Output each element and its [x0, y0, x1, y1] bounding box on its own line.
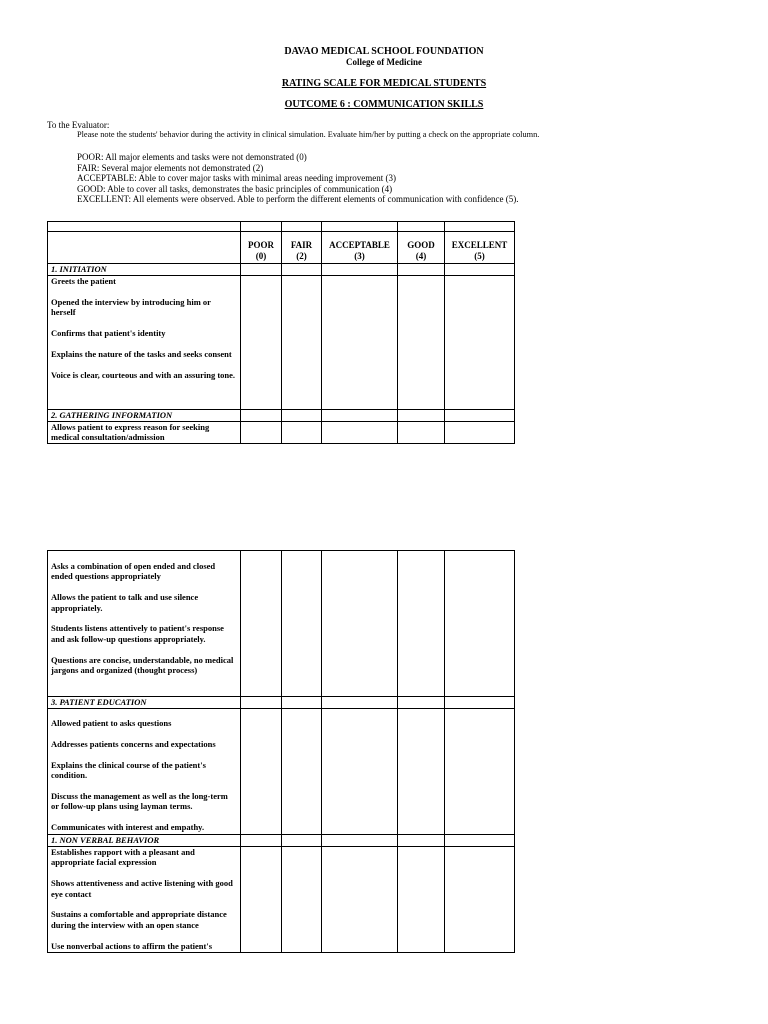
rating-table-page1	[47, 221, 515, 444]
col-name: ACCEPTABLE	[329, 240, 390, 250]
rating-cell[interactable]	[282, 551, 322, 697]
items-row-nonverbal	[48, 847, 515, 953]
criterion-item: Addresses patients concerns and expectations	[51, 738, 216, 749]
criterion-item: Explains the nature of the tasks and seeks consent	[51, 348, 232, 359]
col-header-fair	[282, 232, 322, 264]
section-row-gathering	[48, 410, 515, 422]
rating-cell[interactable]	[398, 835, 445, 847]
rating-cell[interactable]	[398, 264, 445, 276]
criterion-item: Establishes rapport with a pleasant and appropriate facial expression	[51, 847, 195, 868]
col-score: (3)	[354, 251, 365, 261]
rating-cell[interactable]	[241, 697, 282, 709]
rating-cell[interactable]	[322, 551, 398, 697]
criterion-item: Communicates with interest and empathy.	[51, 822, 205, 832]
rating-cell[interactable]	[241, 709, 282, 835]
criteria-list	[48, 551, 241, 697]
rating-level-poor: POOR: All major elements and tasks were not demonstrated (0)	[77, 152, 307, 162]
col-score: (2)	[296, 251, 307, 261]
rating-cell[interactable]	[445, 847, 515, 953]
rating-cell[interactable]	[241, 422, 282, 444]
table-top-spacer-row	[48, 222, 515, 232]
rating-cell[interactable]	[445, 709, 515, 835]
items-row-gathering-page1	[48, 422, 515, 444]
rating-cell[interactable]	[241, 847, 282, 953]
col-score: (4)	[415, 251, 427, 261]
rating-cell[interactable]	[445, 410, 515, 422]
rating-cell[interactable]	[282, 835, 322, 847]
col-header-poor	[241, 232, 282, 264]
rating-cell[interactable]	[322, 264, 398, 276]
criterion-item: Discuss the management as well as the long-term or follow-up plans using layman terms.	[51, 790, 228, 812]
column-header-row	[48, 232, 515, 264]
rating-cell[interactable]	[445, 551, 515, 697]
rating-cell[interactable]	[398, 697, 445, 709]
rating-level-good: GOOD: Able to cover all tasks, demonstrates the basic principles of communication (4)	[77, 183, 393, 194]
rating-cell[interactable]	[445, 276, 515, 410]
evaluator-salutation: To the Evaluator:	[47, 120, 110, 130]
scale-title: RATING SCALE FOR MEDICAL STUDENTS	[281, 78, 487, 89]
rating-cell[interactable]	[445, 264, 515, 276]
section-row-initiation	[48, 264, 515, 276]
rating-cell[interactable]	[241, 835, 282, 847]
criterion-item: Asks a combination of open ended and closed ended questions appropriately	[51, 561, 216, 582]
rating-cell[interactable]	[398, 276, 445, 410]
criterion-item: Confirms that patient's identity	[51, 328, 166, 338]
rating-cell[interactable]	[282, 697, 322, 709]
criteria-list	[48, 422, 241, 444]
rating-cell[interactable]	[322, 422, 398, 444]
rating-cell[interactable]	[241, 551, 282, 697]
criterion-item: Allows the patient to talk and use silence appropriately.	[51, 592, 199, 613]
rating-cell[interactable]	[398, 551, 445, 697]
rating-cell[interactable]	[282, 410, 322, 422]
col-name: POOR	[248, 240, 274, 250]
rating-cell[interactable]	[322, 697, 398, 709]
col-score: (0)	[255, 251, 267, 261]
rating-cell[interactable]	[241, 410, 282, 422]
criterion-item: Explains the clinical course of the patient's condition.	[51, 759, 206, 780]
outcome-title: OUTCOME 6 : COMMUNICATION SKILLS	[284, 99, 484, 110]
rating-cell[interactable]	[398, 709, 445, 835]
col-header-acceptable	[322, 232, 398, 264]
rating-cell[interactable]	[241, 276, 282, 410]
criterion-item: Opened the interview by introducing him or herself	[51, 296, 211, 318]
items-row-education	[48, 709, 515, 835]
section-title: 1. NON VERBAL BEHAVIOR	[48, 835, 241, 847]
rating-cell[interactable]	[282, 847, 322, 953]
rating-level-acceptable: ACCEPTABLE: Able to cover major tasks with minimal areas needing improvement (3)	[77, 173, 396, 183]
criterion-item: Allows patient to express reason for seeking medical consultation/admission	[51, 422, 210, 443]
col-header-excellent	[445, 232, 515, 264]
rating-cell[interactable]	[445, 835, 515, 847]
rating-level-fair: FAIR: Several major elements not demonstrated (2)	[77, 162, 264, 173]
rating-cell[interactable]	[398, 847, 445, 953]
items-row-initiation	[48, 276, 515, 410]
criteria-list	[48, 847, 241, 953]
col-score: (5)	[474, 251, 485, 261]
criterion-item: Shows attentiveness and active listening with good eye contact	[51, 878, 233, 899]
section-title: 1. INITIATION	[48, 264, 241, 276]
college-name: College of Medicine	[346, 57, 422, 67]
rating-cell[interactable]	[322, 410, 398, 422]
rating-table-page2	[47, 550, 515, 953]
criteria-header-cell	[48, 232, 241, 264]
criterion-item: Use nonverbal actions to affirm the patient's	[51, 940, 213, 951]
rating-cell[interactable]	[445, 422, 515, 444]
criterion-item: Allowed patient to asks questions	[51, 718, 172, 728]
rating-cell[interactable]	[282, 264, 322, 276]
criterion-item: Greets the patient	[51, 276, 116, 286]
rating-cell[interactable]	[322, 847, 398, 953]
criteria-list	[48, 276, 241, 410]
criterion-item: Questions are concise, understandable, no medical jargons and organized (thought process)	[51, 654, 234, 676]
rating-cell[interactable]	[282, 422, 322, 444]
school-name: DAVAO MEDICAL SCHOOL FOUNDATION	[284, 46, 484, 57]
col-name: GOOD	[407, 240, 435, 250]
rating-level-excellent: EXCELLENT: All elements were observed. Able to perform the different elements of communication with confidence (5).	[77, 194, 519, 204]
rating-cell[interactable]	[282, 276, 322, 410]
criterion-item: Voice is clear, courteous and with an assuring tone.	[51, 369, 236, 380]
rating-cell[interactable]	[322, 835, 398, 847]
section-row-nonverbal	[48, 835, 515, 847]
evaluator-instruction: Please note the students' behavior during the activity in clinical simulation. Evaluate him/her by putting a check on the appropriate column.	[77, 130, 540, 139]
rating-cell[interactable]	[322, 709, 398, 835]
col-name: EXCELLENT	[451, 240, 508, 250]
criteria-list	[48, 709, 241, 835]
rating-cell[interactable]	[322, 276, 398, 410]
rating-cell[interactable]	[398, 410, 445, 422]
rating-cell[interactable]	[282, 709, 322, 835]
rating-cell[interactable]	[398, 422, 445, 444]
criterion-item: Students listens attentively to patient's response and ask follow-up questions appropriately.	[51, 623, 224, 644]
rating-cell[interactable]	[445, 697, 515, 709]
items-row-gathering-page2	[48, 551, 515, 697]
criterion-item: Sustains a comfortable and appropriate distance during the interview with an open stance	[51, 909, 227, 930]
section-title: 2. GATHERING INFORMATION	[48, 410, 241, 422]
col-name: FAIR	[290, 240, 313, 250]
col-header-good	[398, 232, 445, 264]
section-row-education	[48, 697, 515, 709]
rating-cell[interactable]	[241, 264, 282, 276]
section-title: 3. PATIENT EDUCATION	[48, 697, 241, 709]
